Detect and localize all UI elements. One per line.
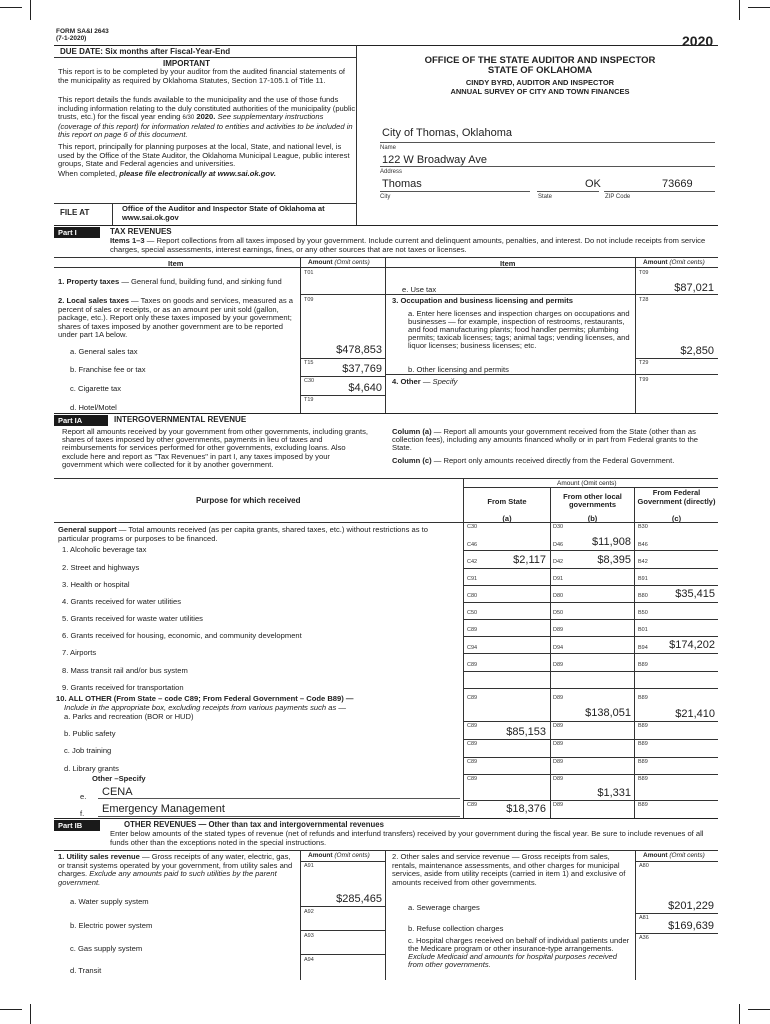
form-number: FORM SA&I 2643 xyxy=(56,28,109,35)
public-safety-state-amount[interactable]: $85,153 xyxy=(506,726,546,738)
code-col-a: C89 xyxy=(467,627,478,633)
code-b89: B89 xyxy=(638,741,648,747)
parks-federal-amount[interactable]: $21,410 xyxy=(675,708,715,720)
code-t09-use: T09 xyxy=(639,270,649,276)
entity-name-field[interactable]: City of Thomas, Oklahoma xyxy=(382,127,513,139)
crop-mark xyxy=(30,1004,31,1024)
amount-header: Amount (Omit cents) xyxy=(308,259,370,266)
part-ib-title: OTHER REVENUES — Other than tax and intergovernmental revenues xyxy=(124,820,384,829)
sewerage-amount[interactable]: $201,229 xyxy=(668,900,714,912)
code-col-c: B42 xyxy=(638,559,648,565)
ib-amount-header: Amount (Omit cents) xyxy=(308,852,370,859)
intergov-row-label: 8. Mass transit rail and/or bus system xyxy=(62,666,188,675)
important-heading: IMPORTANT xyxy=(163,59,210,68)
other-licensing-label: b. Other licensing and permits xyxy=(408,365,509,374)
cigarette-tax-amount[interactable]: $4,640 xyxy=(348,382,382,394)
row-divider xyxy=(463,619,718,620)
crop-mark xyxy=(30,0,31,20)
state-field[interactable]: OK xyxy=(585,178,601,190)
due-date: DUE DATE: Six months after Fiscal-Year-End xyxy=(60,47,231,56)
row-divider xyxy=(463,568,718,569)
code-col-a: C80 xyxy=(467,593,478,599)
ib-amount-header-2: Amount (Omit cents) xyxy=(643,852,705,859)
amount-header-2: Amount (Omit cents) xyxy=(643,259,705,266)
part-ia-title: INTERGOVERNMENTAL REVENUE xyxy=(114,415,247,424)
form-year: 2020 xyxy=(682,33,714,49)
general-support-label: General support — Total amounts received (as per capita grants, shared taxes, etc.) without restrictions as to particular programs or purposes to be financed. xyxy=(58,525,429,543)
code-col-b: D89 xyxy=(553,662,564,668)
code-b89: B89 xyxy=(638,802,648,808)
code-b89: B89 xyxy=(638,776,648,782)
hotel-motel-label: d. Hotel/Motel xyxy=(70,403,117,412)
part-ia-instructions: Report all amounts received by your government from other governments, including grants, shares of taxes imposed by other governments, payments in lieu of taxes and reimbursements for services performed for other governments, excluding loans. Also exclude here and report as "Tax Revenues" in part I, any taxes imposed by your government which were collected for it by another government. xyxy=(62,427,369,469)
code-a36: A36 xyxy=(639,935,649,941)
intergov-row-label: 9. Grants received for transportation xyxy=(62,683,184,692)
franchise-fee-label: b. Franchise fee or tax xyxy=(70,365,146,374)
crop-mark xyxy=(739,1004,740,1024)
code-d89: D89 xyxy=(553,776,564,782)
other-local-amount[interactable]: $8,395 xyxy=(597,554,631,566)
name-label: Name xyxy=(380,145,397,151)
col-b-label: (b) xyxy=(587,514,598,523)
code-a80: A80 xyxy=(639,863,649,869)
row-divider xyxy=(463,636,718,637)
cigarette-tax-label: c. Cigarette tax xyxy=(70,384,122,393)
code-col-a: C91 xyxy=(467,576,478,582)
file-instruction: When completed, please file electronically at www.sai.ok.gov. xyxy=(58,169,276,178)
electric-power-label: b. Electric power system xyxy=(70,921,153,930)
code-col-a: C50 xyxy=(467,610,478,616)
auditor-name: CINDY BYRD, AUDITOR AND INSPECTOR xyxy=(465,78,615,87)
crop-mark xyxy=(739,0,740,20)
refuse-collection-label: b. Refuse collection charges xyxy=(408,924,504,933)
code-col-b: D30 xyxy=(553,524,564,530)
code-t29: T29 xyxy=(639,360,649,366)
code-a94: A94 xyxy=(304,957,314,963)
col-c-label: (c) xyxy=(671,514,682,523)
code-t99: T99 xyxy=(639,377,649,383)
row-divider xyxy=(463,653,718,654)
planning-text: This report, principally for planning purposes at the local, State, and national level, is used by the Office of the State Auditor, the Oklahoma Municipal League, public interest groups, State and Federal agencies and universities. xyxy=(58,142,350,169)
from-state-header: From State xyxy=(487,497,527,506)
zip-field[interactable]: 73669 xyxy=(662,178,693,190)
federal-header: From Federal Government (directly) xyxy=(637,488,716,506)
amount-omit-cents: Amount (Omit cents) xyxy=(557,480,617,487)
licensing-permits-label: 3. Occupation and business licensing and permits xyxy=(392,296,574,305)
code-d89: D89 xyxy=(553,741,564,747)
row-divider xyxy=(463,585,718,586)
crop-mark xyxy=(0,7,22,8)
federal-amount[interactable]: $174,202 xyxy=(669,639,715,651)
transit-label: d. Transit xyxy=(70,966,102,975)
job-training-label: c. Job training xyxy=(64,746,112,755)
code-col-a: C94 xyxy=(467,645,478,651)
address-label: Address xyxy=(380,169,403,175)
property-taxes-label: 1. Property taxes — General fund, building fund, and sinking fund xyxy=(58,277,282,286)
sewerage-label: a. Sewerage charges xyxy=(408,903,480,912)
code-b89: B89 xyxy=(638,723,648,729)
code-col-b: D42 xyxy=(553,559,564,565)
crop-mark xyxy=(748,1009,770,1010)
intergov-row-label: 5. Grants received for waste water utilities xyxy=(62,614,203,623)
code-col-a: C46 xyxy=(467,542,478,548)
hospital-charges-label: c. Hospital charges received on behalf of individual patients under the Medicare program or other insurance-type arrangements. Exclude Medicaid and amounts for hospital purposes received from other governments. xyxy=(408,936,630,969)
code-a93: A93 xyxy=(304,933,314,939)
code-col-b: D80 xyxy=(553,593,564,599)
intergov-row-label: 1. Alcoholic beverage tax xyxy=(62,545,147,554)
other-local-amount[interactable]: $11,908 xyxy=(592,536,631,548)
part-ia-tag: Part IA xyxy=(54,415,108,426)
code-col-c: B91 xyxy=(638,576,648,582)
cena-other-local-amount[interactable]: $1,331 xyxy=(597,787,631,799)
code-col-c: B94 xyxy=(638,645,648,651)
state-amount[interactable]: $2,117 xyxy=(513,554,546,566)
water-supply-label: a. Water supply system xyxy=(70,897,149,906)
all-other-instructions: Include in the appropriate box, excluding receipts from various payments such as — xyxy=(64,703,346,712)
code-col-c: B01 xyxy=(638,627,648,633)
code-t15: T15 xyxy=(304,360,314,366)
intergov-row-label: 7. Airports xyxy=(62,648,97,657)
column-a-instructions: Column (a) — Report all amounts your government received from the State (other than as collection fees), including any amounts financed wholly or in part from Federal grants to the State. xyxy=(392,427,699,453)
code-col-c: B89 xyxy=(638,662,648,668)
crop-mark xyxy=(748,7,770,8)
other-specify-label: Other –Specify xyxy=(92,774,146,783)
state-label: State xyxy=(538,194,553,200)
utility-sales-label: 1. Utility sales revenue — Gross receipts of any water, electric, gas, or transit systems operated by your government, from utility sales and charges. Exclude any amounts paid to such utilities by the parent government. xyxy=(58,852,293,887)
column-c-instructions: Column (c) — Report only amounts received directly from the Federal Government. xyxy=(392,456,675,465)
city-field[interactable]: Thomas xyxy=(382,178,422,190)
parks-other-local-amount[interactable]: $138,051 xyxy=(585,707,631,719)
public-safety-label: b. Public safety xyxy=(64,729,116,738)
other-f-letter: f. xyxy=(80,809,85,818)
code-c89: C89 xyxy=(467,776,478,782)
row-divider xyxy=(463,671,718,672)
code-d89: D89 xyxy=(553,695,564,701)
federal-amount[interactable]: $35,415 xyxy=(675,588,715,600)
other-local-header: From other local governments xyxy=(563,492,622,509)
other-f-specify[interactable]: Emergency Management xyxy=(102,803,225,815)
code-t01: T01 xyxy=(304,270,314,276)
intergov-row-label: 4. Grants received for water utilities xyxy=(62,597,182,606)
use-tax-amount[interactable]: $87,021 xyxy=(674,282,714,294)
code-b89: B89 xyxy=(638,759,648,765)
code-c89: C89 xyxy=(467,741,478,747)
address-field[interactable]: 122 W Broadway Ave xyxy=(382,154,487,166)
other-sales-service-label: 2. Other sales and service revenue — Gross receipts from sales, rentals, maintenance assessments, and other charges for municipal services, aside from utility receipts (carried in item 1) and exclusive of amounts received from other governments. xyxy=(392,852,626,887)
office-title: OFFICE OF THE STATE AUDITOR AND INSPECTOR STATE OF OKLAHOMA xyxy=(424,55,656,76)
intergov-row-label: 2. Street and highways xyxy=(62,563,140,572)
intergov-row-label: 3. Health or hospital xyxy=(62,580,130,589)
code-b89: B89 xyxy=(638,695,648,701)
intergov-row-label: 6. Grants received for housing, economic, and community development xyxy=(62,631,302,640)
code-col-c: B80 xyxy=(638,593,648,599)
part-i-title: TAX REVENUES xyxy=(110,227,172,236)
code-col-b: D91 xyxy=(553,576,564,582)
important-text: This report is to be completed by your auditor from the audited financial statements of the municipality as required by Oklahoma Statutes, Section 17-105.1 of Title 11. xyxy=(58,67,346,85)
other-tax-label: 4. Other — Specify xyxy=(392,377,458,386)
code-col-c: B46 xyxy=(638,542,648,548)
code-col-a: C30 xyxy=(467,524,478,530)
code-a81: A81 xyxy=(639,915,649,921)
part-ib-tag: Part IB xyxy=(54,820,100,831)
code-col-c: B30 xyxy=(638,524,648,530)
code-col-b: D89 xyxy=(553,627,564,633)
code-c89: C89 xyxy=(467,759,478,765)
code-col-b: D46 xyxy=(553,542,564,548)
gas-supply-label: c. Gas supply system xyxy=(70,944,143,953)
water-supply-amount[interactable]: $285,465 xyxy=(336,893,382,905)
crop-mark xyxy=(0,1009,22,1010)
local-sales-taxes-label: 2. Local sales taxes — Taxes on goods and services, measured as a percent of sales or receipts, or as an amount per unit sold (gallon, package, etc.). Report only these taxes imposed by your government; shares of taxes imposed by another government are to be reported under part 1A below. xyxy=(58,296,293,340)
city-label: City xyxy=(380,194,391,200)
all-other-label: 10. ALL OTHER (From State – code C89; From Federal Government – Code B89) — xyxy=(56,694,354,703)
code-d89: D89 xyxy=(553,802,564,808)
code-c30: C30 xyxy=(304,378,315,384)
col-a-label: (a) xyxy=(502,514,512,523)
licenses-inspection-amount[interactable]: $2,850 xyxy=(680,345,714,357)
code-col-b: D94 xyxy=(553,645,564,651)
franchise-fee-amount[interactable]: $37,769 xyxy=(342,363,382,375)
code-c89: C89 xyxy=(467,802,478,808)
part-i-instructions: Items 1–3 — Report collections from all taxes imposed by your government. Include current and delinquent amounts, penalties, and interest. Do not include receipts from service charges, special assessments, interest earnings, fines, or any other sources that are not taxes or licenses. xyxy=(110,236,706,254)
code-col-b: D50 xyxy=(553,610,564,616)
general-sales-tax-label: a. General sales tax xyxy=(70,347,138,356)
library-grants-label: d. Library grants xyxy=(64,764,119,773)
code-col-a: C89 xyxy=(467,662,478,668)
part-ib-instructions: Enter below amounts of the stated types of revenue (net of refunds and interfund transfers) received by your government during the fiscal year. Be sure to include revenues of all funds other than the exceptions noted in the special instructions. xyxy=(110,829,704,847)
row-divider xyxy=(463,688,718,689)
code-c89: C89 xyxy=(467,695,478,701)
other-e-specify[interactable]: CENA xyxy=(102,786,133,798)
survey-title: ANNUAL SURVEY OF CITY AND TOWN FINANCES xyxy=(450,87,630,96)
item-header-2: Item xyxy=(500,259,516,268)
code-t09: T09 xyxy=(304,297,314,303)
form-revision: (7-1-2020) xyxy=(56,35,87,42)
code-col-a: C42 xyxy=(467,559,478,565)
code-d89: D89 xyxy=(553,759,564,765)
report-details: This report details the funds available to the municipality and the use of those funds including information relating to the duly constituted authorities of the municipality (public trusts, etc.) for the fiscal year ending 6/30 2020. See supplementary instructions (coverage of this report) for information related to entities and activities to be included in this report on page 6 of this document. xyxy=(58,95,356,140)
row-divider xyxy=(463,602,718,603)
emergency-mgmt-state-amount[interactable]: $18,376 xyxy=(506,803,546,815)
code-t28: T28 xyxy=(639,297,649,303)
general-sales-tax-amount[interactable]: $478,853 xyxy=(336,344,382,356)
purpose-header: Purpose for which received xyxy=(196,496,301,505)
part-i-tag: Part I xyxy=(54,227,100,238)
zip-label: ZIP Code xyxy=(605,194,631,200)
row-divider xyxy=(463,550,718,551)
licenses-inspection-label: a. Enter here licenses and inspection charges on occupations and businesses — for example, inspection of restrooms, restaurants, and food manufacturing plants; food handler permits; plumbing permits; taxicab licenses; tags; animal tags; vending licenses, and liquor licenses; business licenses; etc. xyxy=(408,309,630,350)
code-a91: A91 xyxy=(304,863,314,869)
refuse-collection-amount[interactable]: $169,639 xyxy=(668,920,714,932)
use-tax-label: e. Use tax xyxy=(402,285,437,294)
code-d89: D89 xyxy=(553,723,564,729)
other-e-letter: e. xyxy=(80,792,87,801)
file-at-address: Office of the Auditor and Inspector State of Oklahoma at www.sai.ok.gov xyxy=(122,204,325,222)
parks-recreation-label: a. Parks and recreation (BOR or HUD) xyxy=(64,712,194,721)
item-header: Item xyxy=(168,259,184,268)
file-at-label: FILE AT xyxy=(60,208,90,217)
code-t19: T19 xyxy=(304,397,314,403)
code-c89: C89 xyxy=(467,723,478,729)
code-a92: A92 xyxy=(304,909,314,915)
code-col-c: B50 xyxy=(638,610,648,616)
